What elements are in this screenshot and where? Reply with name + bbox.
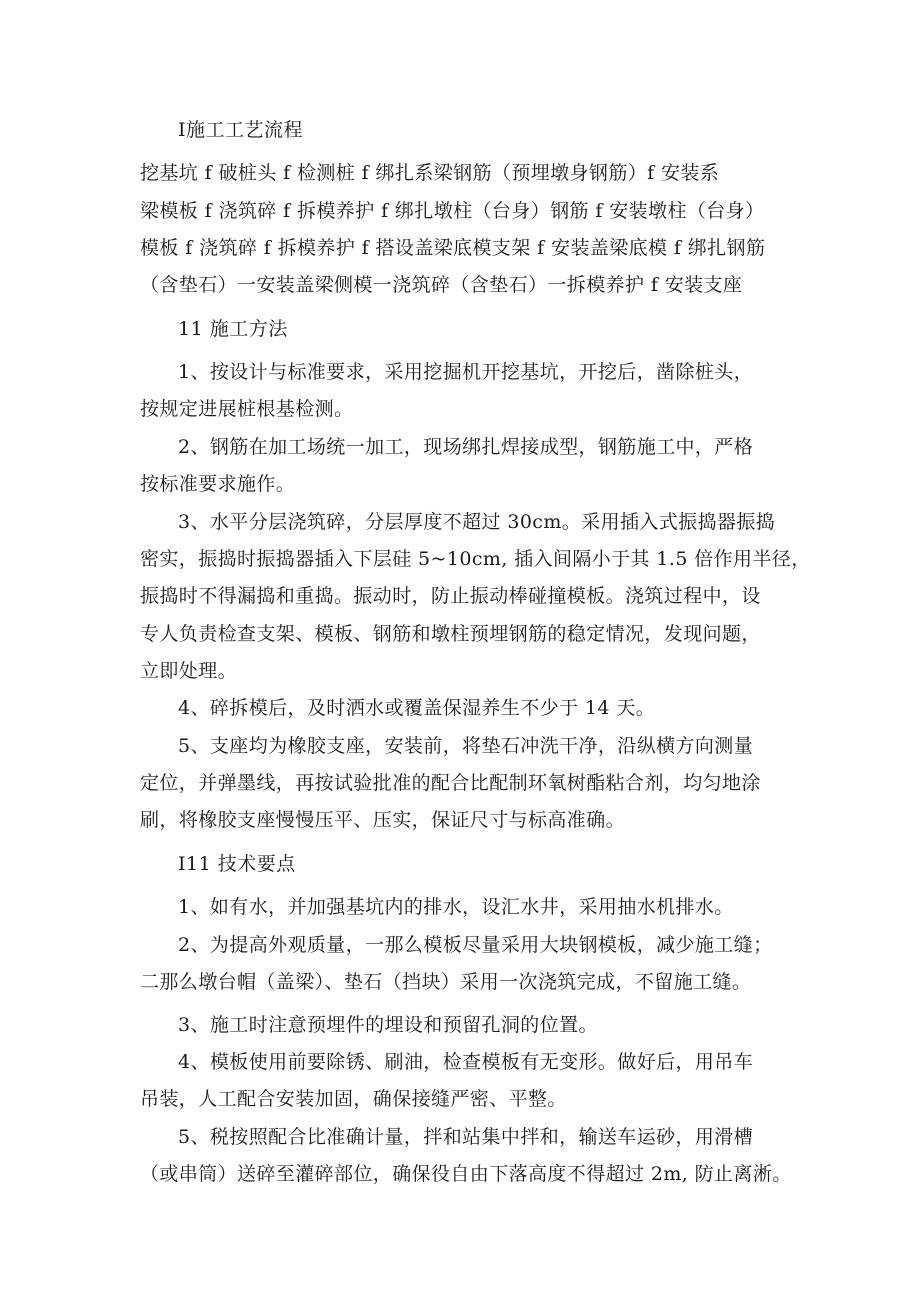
keypoint-paragraph-line: 1、如有水，并加强基坑内的排水，设汇水井，采用抽水机排水。 xyxy=(178,896,734,918)
method-paragraph-line: 5、支座均为橡胶支座，安装前，将垫石冲洗干净，沿纵横方向测量 xyxy=(178,735,754,757)
method-paragraph-line: 按规定进展桩根基检测。 xyxy=(140,398,354,420)
process-line: （含垫石）一安装盖梁侧模一浇筑碎（含垫石）一拆模养护 f 安装支座 xyxy=(140,274,743,296)
method-paragraph-line: 专人负责检查支架、模板、钢筋和墩柱预埋钢筋的稳定情况，发现问题， xyxy=(140,623,761,645)
keypoint-paragraph-line: 4、模板使用前要除锈、刷油，检查模板有无变形。做好后，用吊车 xyxy=(178,1051,754,1073)
method-paragraph-line: 2、钢筋在加工场统一加工，现场绑扎焊接成型，钢筋施工中，严格 xyxy=(178,436,754,458)
keypoint-paragraph-line: 2、为提高外观质量，一那么模板尽量采用大块钢模板，减少施工缝； xyxy=(178,934,773,956)
section-heading-key-points: I11 技术要点 xyxy=(178,853,296,875)
process-line: 模板 f 浇筑碎 f 拆模养护 f 搭设盖梁底模支架 f 安装盖梁底模 f 绑扎钢筋 xyxy=(140,237,766,259)
method-paragraph-line: 刷，将橡胶支座慢慢压平、压实，保证尺寸与标高准确。 xyxy=(140,809,626,831)
process-line: 梁模板 f 浇筑碎 f 拆模养护 f 绑扎墩柱（台身）钢筋 f 安装墩柱（台身） xyxy=(140,200,765,222)
keypoint-paragraph-line: 二那么墩台帽（盖梁）、垫石（挡块）采用一次浇筑完成，不留施工缝。 xyxy=(140,971,752,993)
keypoint-paragraph-line: （或串筒）送碎至灌碎部位，确保役自由下落高度不得超过 2m, 防止离淅。 xyxy=(140,1163,792,1185)
method-paragraph-line: 按标准要求施作。 xyxy=(140,473,296,495)
keypoint-paragraph-line: 吊装，人工配合安装加固，确保接缝严密、平整。 xyxy=(140,1088,567,1110)
section-heading-method: 11 施工方法 xyxy=(178,318,288,340)
method-paragraph-line: 4、碎拆模后，及时洒水或覆盖保湿养生不少于 14 天。 xyxy=(178,697,656,719)
keypoint-paragraph-line: 5、税按照配合比准确计量，拌和站集中拌和，输送车运砂，用滑槽 xyxy=(178,1126,754,1148)
process-line: 挖基坑 f 破桩头 f 检测桩 f 绑扎系梁钢筋（预埋墩身钢筋）f 安装系 xyxy=(140,162,720,184)
section-heading-process: Ⅰ施工工艺流程 xyxy=(178,119,304,141)
method-paragraph-line: 定位，并弹墨线，再按试验批准的配合比配制环氧树酯粘合剂，均匀地涂 xyxy=(140,772,761,794)
method-paragraph-line: 立即处理。 xyxy=(140,660,238,682)
keypoint-paragraph-line: 3、施工时注意预埋件的埋设和预留孔洞的位置。 xyxy=(178,1014,598,1036)
method-paragraph-line: 密实，振捣时振捣器插入下层硅 5~10cm, 插入间隔小于其 1.5 倍作用半径， xyxy=(140,548,811,570)
method-paragraph-line: 3、水平分层浇筑碎，分层厚度不超过 30cm。采用插入式振捣器振捣 xyxy=(178,511,776,533)
method-paragraph-line: 1、按设计与标准要求，采用挖掘机开挖基坑，开挖后，凿除桩头， xyxy=(178,361,754,383)
method-paragraph-line: 振捣时不得漏捣和重捣。振动时，防止振动棒碰撞模板。浇筑过程中，设 xyxy=(140,585,761,607)
